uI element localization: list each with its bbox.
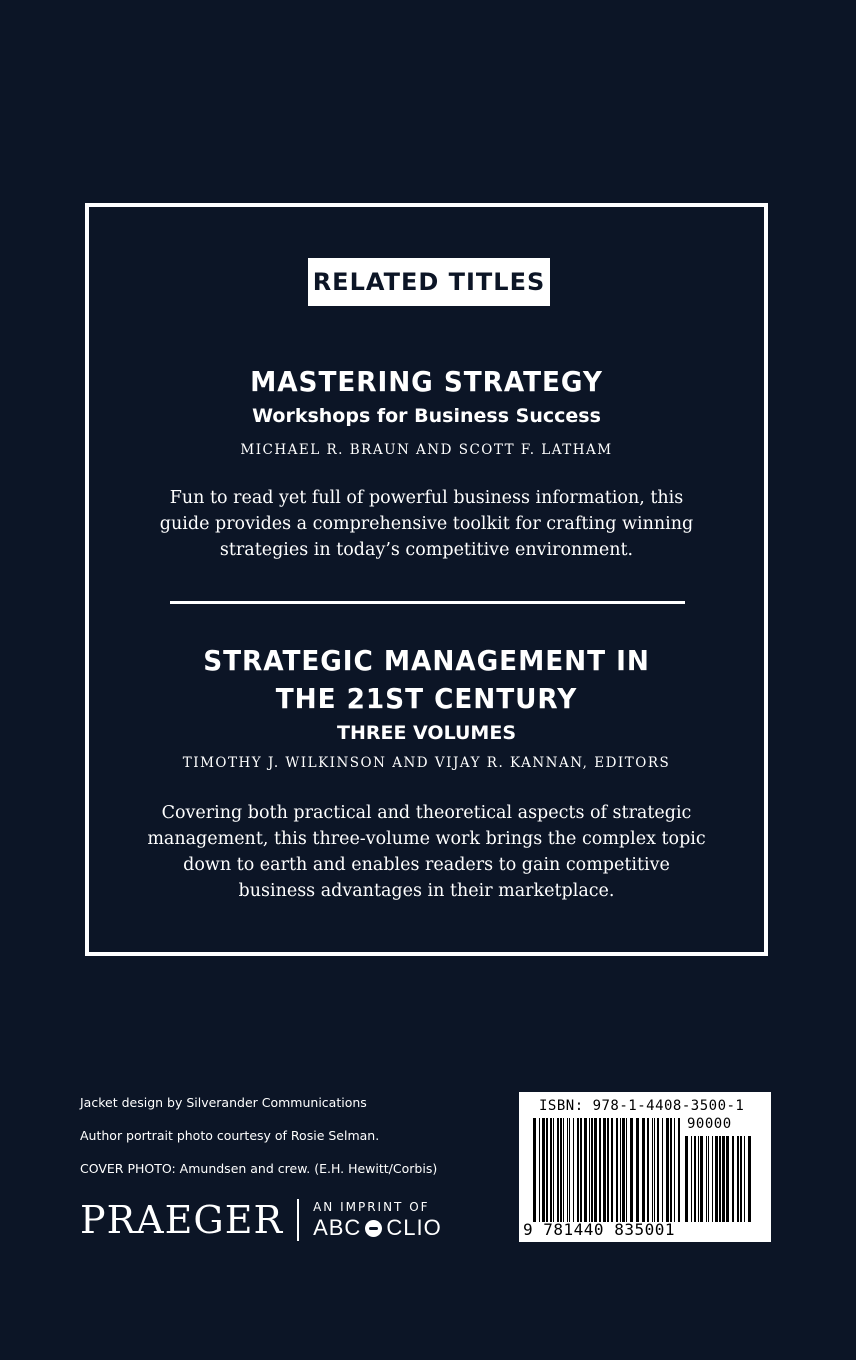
book2-description	[85, 800, 768, 904]
barcode-bar	[719, 1136, 721, 1222]
barcode-bar	[630, 1118, 633, 1222]
credit-jacket-design: Jacket design by Silverander Communications	[80, 1095, 367, 1110]
barcode-bar	[691, 1136, 692, 1222]
abc-clio-logo-icon	[365, 1220, 382, 1237]
book2-title	[105, 642, 747, 718]
credits	[80, 1086, 437, 1185]
barcode-bar	[560, 1118, 562, 1222]
credit-author-photo: Author portrait photo courtesy of Rosie Selman.	[80, 1128, 380, 1143]
barcode-bar	[622, 1118, 625, 1222]
related-titles-label: RELATED TITLES	[308, 258, 550, 306]
barcode-bar	[737, 1136, 739, 1222]
barcode-bar	[698, 1136, 699, 1222]
barcode-bar	[533, 1118, 536, 1222]
price-barcode-icon	[685, 1136, 755, 1222]
barcode-bar	[611, 1118, 613, 1222]
barcode-bar	[569, 1118, 570, 1222]
book1-description-line: Fun to read yet full of powerful business information, this	[169, 488, 684, 508]
barcode-bar	[715, 1136, 718, 1222]
barcode-bar	[603, 1118, 606, 1222]
book1-description-line: strategies in today’s competitive environment.	[219, 540, 634, 560]
book1-subtitle: Workshops for Business Success	[252, 405, 601, 427]
parent-publisher-right: CLIO	[386, 1215, 442, 1240]
barcode-bar	[607, 1118, 609, 1222]
book2-title-line: THE 21ST CENTURY	[275, 682, 578, 715]
book1-description-line: guide provides a comprehensive toolkit for crafting winning	[159, 514, 694, 534]
barcode-bar	[557, 1118, 559, 1222]
imprint-block	[313, 1199, 442, 1241]
parent-publisher	[313, 1215, 442, 1241]
credit-cover-photo: COVER PHOTO: Amundsen and crew. (E.H. Hewitt/Corbis)	[80, 1161, 438, 1176]
barcode-bar	[652, 1118, 653, 1222]
barcode-bar	[706, 1136, 707, 1222]
isbn-barcode	[519, 1092, 771, 1242]
publisher-logo	[80, 1196, 442, 1244]
book2-authors: TIMOTHY J. WILKINSON AND VIJAY R. KANNAN, EDITORS	[182, 755, 671, 771]
book1-title-line: MASTERING STRATEGY	[250, 365, 603, 398]
barcode-bar	[573, 1118, 574, 1222]
ean-barcode-icon	[533, 1118, 683, 1222]
barcode-bar	[647, 1118, 649, 1222]
barcode-bar	[666, 1118, 669, 1222]
barcode-bar	[563, 1118, 564, 1222]
barcode-bar	[620, 1118, 621, 1222]
barcode-bar	[722, 1136, 725, 1222]
barcode-bar	[599, 1118, 601, 1222]
barcode-bar	[584, 1118, 587, 1222]
barcode-bar	[580, 1118, 582, 1222]
barcode-bar	[685, 1136, 688, 1222]
barcode-bar	[744, 1136, 745, 1222]
book2-description-line: business advantages in their marketplace.	[238, 881, 615, 901]
barcode-bar	[712, 1136, 713, 1222]
barcode-bar	[740, 1136, 742, 1222]
barcode-bar	[732, 1136, 734, 1222]
book1-description	[85, 485, 768, 563]
book2-subtitle: THREE VOLUMES	[336, 722, 516, 744]
barcode-bar	[577, 1118, 579, 1222]
barcode-bar	[694, 1136, 696, 1222]
barcode-bar	[567, 1118, 568, 1222]
barcode-bar	[636, 1118, 639, 1222]
section-divider	[170, 601, 685, 604]
logo-divider	[297, 1199, 299, 1241]
barcode-bar	[662, 1118, 663, 1222]
isbn-label: ISBN: 978-1-4408-3500-1	[539, 1098, 745, 1114]
book1-title	[105, 363, 747, 401]
barcode-bar	[550, 1118, 552, 1222]
barcode-bar	[642, 1118, 645, 1222]
barcode-bar	[700, 1136, 703, 1222]
barcode-bar	[674, 1118, 675, 1222]
barcode-bar	[594, 1118, 597, 1222]
barcode-bar	[616, 1118, 618, 1222]
barcode-bar	[670, 1118, 672, 1222]
publisher-name: PRAEGER	[80, 1198, 284, 1242]
barcode-bar	[539, 1118, 540, 1222]
barcode-bar	[546, 1118, 548, 1222]
price-code: 90000	[687, 1116, 732, 1132]
barcode-bar	[542, 1118, 545, 1222]
barcode-bar	[708, 1136, 709, 1222]
barcode-bar	[589, 1118, 590, 1222]
book1-authors: MICHAEL R. BRAUN AND SCOTT F. LATHAM	[240, 442, 613, 458]
barcode-bar	[678, 1118, 680, 1222]
barcode-bar	[657, 1118, 659, 1222]
barcode-digits: 9 781440 835001	[523, 1220, 675, 1239]
book2-description-line: down to earth and enables readers to gain competitive	[183, 855, 670, 875]
barcode-bar	[553, 1118, 554, 1222]
barcode-bar	[626, 1118, 627, 1222]
book2-description-line: Covering both practical and theoretical aspects of strategic	[161, 803, 692, 823]
book2-description-line: management, this three-volume work brings the complex topic	[147, 829, 706, 849]
book2-title-line: STRATEGIC MANAGEMENT IN	[203, 644, 650, 677]
imprint-of-label: AN IMPRINT OF	[313, 1200, 430, 1214]
barcode-bar	[726, 1136, 729, 1222]
parent-publisher-left: ABC	[313, 1215, 362, 1240]
barcode-bar	[748, 1136, 751, 1222]
barcode-bar	[591, 1118, 593, 1222]
barcode-bar	[654, 1118, 655, 1222]
